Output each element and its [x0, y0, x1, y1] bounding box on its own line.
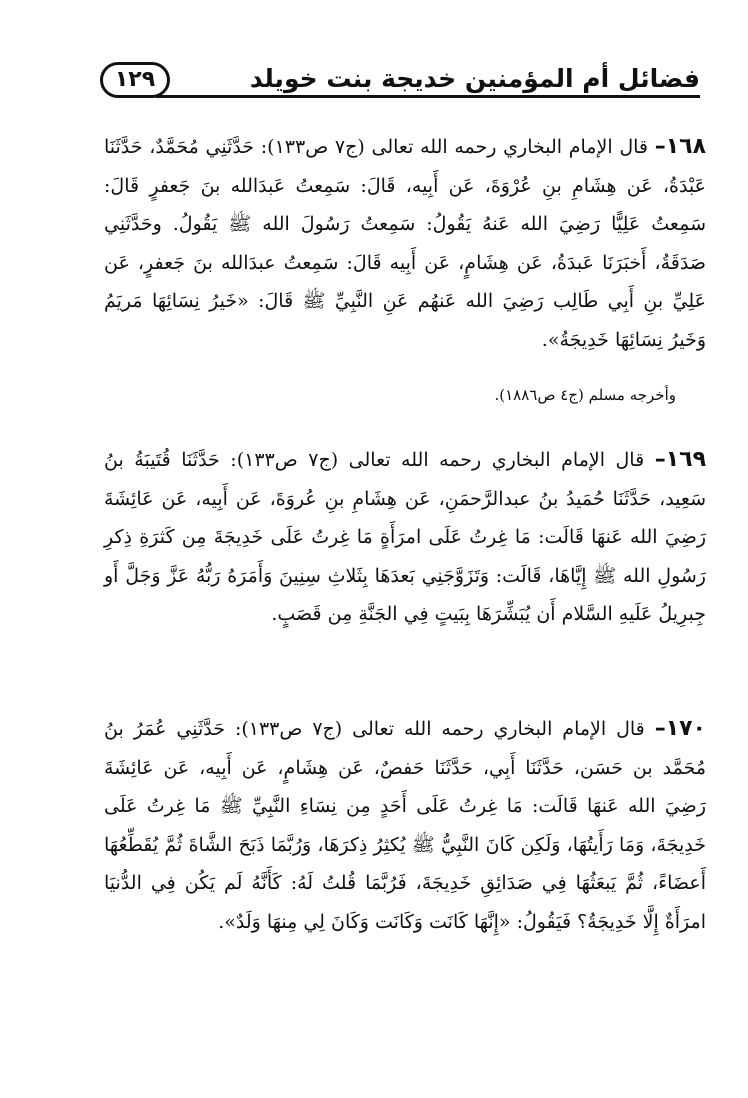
hadith-body: قال الإمام البخاري رحمه الله تعالى (ج٧ ص١٣٣): حَدَّثَنِي عُمَرُ بنُ مُحَمَّد بن حَسَن، حَدَّثَنَا أَبِي، حَدَّثَنَا حَفصٌ، عَن هِشَامٍ، عَن أَبِيه، عَن عَائِشَةَ رَضِيَ الله عَنهَا قَالَت: مَا غِرتُ عَلَى أَحَدٍ مِن نِسَاءِ النَّبِيِّ ﷺ مَا غِرتُ عَلَى خَدِيجَةَ، وَمَا رَأَيتُهَا، وَلَكِن كَانَ النَّبِيُّ ﷺ يُكثِرُ ذِكرَهَا، وَرُبَّمَا ذَبَحَ الشَّاةَ ثُمَّ يُقَطِّعُهَا أَعضَاءً، ثُمَّ يَبعَثُهَا فِي صَدَائِقِ خَدِيجَةَ، فَرُبَّمَا قُلتُ لَهُ: كَأَنَّهُ لَم يَكُن فِي الدُّنيَا امرَأَةٌ إِلَّا خَدِيجَةُ؟ فَيَقُولُ: «إِنَّهَا كَانَت وَكَانَت وَكَانَ لِي مِنهَا وَلَدٌ».	[104, 718, 706, 933]
hadith-body: قال الإمام البخاري رحمه الله تعالى (ج٧ ص١٣٣): حَدَّثَنِي مُحَمَّدٌ، حَدَّثَنَا عَبْدَةُ، عَن هِشَامِ بنِ عُرْوَةَ، عَن أَبِيه، قَالَ: سَمِعتُ عَبدَالله بنَ جَعفرٍ قَالَ: سَمِعتُ عَلِيًّا رَضِيَ الله عَنهُ يَقُولُ: سَمِعتُ رَسُولَ الله ﷺ يَقُولُ. وحَدَّثَنِي صَدَقَةُ، أَخبَرَنَا عَبدَةُ، عَن هِشَامٍ، عَن أَبِيه قَالَ: سَمِعتُ عبدَالله بنَ جَعفرٍ، عَن عَلِيِّ بنِ أَبِي طَالِب رَضِيَ الله عَنهُم عَنِ النَّبِيِّ ﷺ قَالَ: «خَيرُ نِسَائِهَا مَريَمُ وَخَيرُ نِسَائِهَا خَدِيجَةُ».	[104, 136, 706, 351]
page-number: ١٢٩	[114, 67, 156, 92]
header-rule	[156, 95, 700, 98]
hadith-body: قال الإمام البخاري رحمه الله تعالى (ج٧ ص١٣٣): حَدَّثَنَا قُتَيبَةُ بنُ سَعِيد، حَدَّثَنَا حُمَيدُ بنُ عبدالرَّحمَنِ، عَن هِشَامِ بنِ عُروَةَ، عَن أَبِيه، عَن عَائِشَةَ رَضِيَ الله عَنهَا قَالَت: مَا غِرتُ عَلَى امرَأَةٍ مَا غِرتُ عَلَى خَدِيجَةَ مِن كَثرَةِ ذِكرِ رَسُولِ الله ﷺ إِيَّاهَا، قَالَت: وَتَزَوَّجَنِي بَعدَهَا بِثَلاثِ سِنِينَ وَأَمَرَهُ رَبُّهُ عَزَّ وَجَلَّ أَو جِبرِيلُ عَلَيهِ السَّلام أَن يُبَشِّرَهَا بِبَيتٍ فِي الجَنَّةِ مِن قَصَبٍ.	[104, 449, 706, 625]
page-number-badge	[100, 62, 170, 98]
hadith-text	[104, 441, 706, 634]
hadith-note: وأخرجه مسلم (ج٤ ص١٨٨٦).	[494, 386, 676, 404]
hadith-number: ١٦٨–	[654, 134, 707, 159]
hadith-number: ١٧٠–	[654, 716, 706, 741]
hadith-number: ١٦٩–	[654, 447, 707, 472]
hadith-entry-169	[104, 441, 706, 634]
hadith-entry-168	[104, 128, 706, 359]
hadith-text	[104, 710, 706, 941]
hadith-entry-170	[104, 710, 706, 941]
hadith-text	[104, 128, 706, 359]
running-title: فضائل أم المؤمنين خديجة بنت خويلد	[249, 64, 700, 93]
page-header	[100, 58, 700, 102]
